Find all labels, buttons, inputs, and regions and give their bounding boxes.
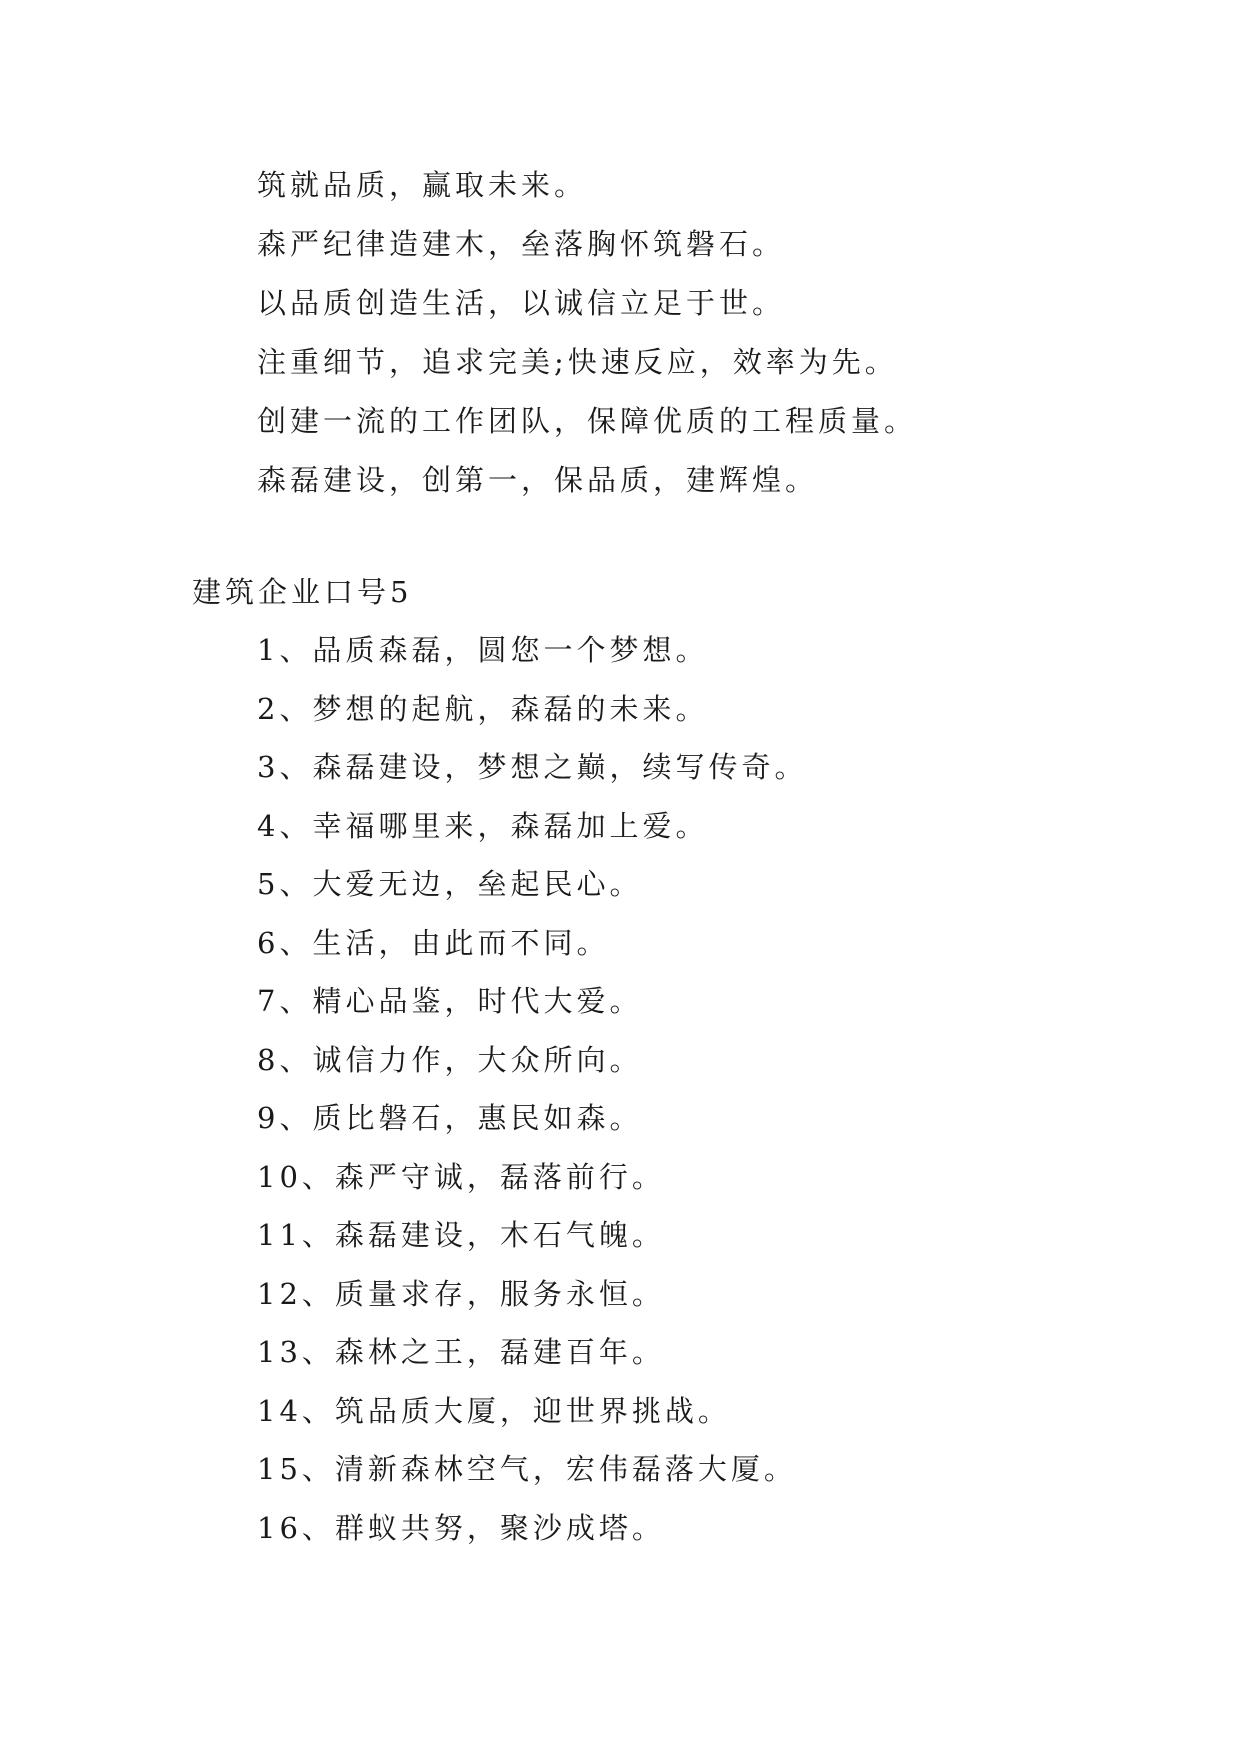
list-item: 6、生活，由此而不同。 (257, 925, 610, 960)
list-item: 11、森磊建设，木石气魄。 (257, 1218, 665, 1252)
intro-line: 筑就品质，赢取未来。 (257, 168, 588, 202)
list-item: 5、大爱无边，垒起民心。 (257, 867, 643, 901)
list-item: 10、森严守诚，磊落前行。 (257, 1159, 665, 1194)
intro-line: 以品质创造生活，以诚信立足于世。 (257, 286, 786, 320)
list-item: 3、森磊建设，梦想之巅，续写传奇。 (257, 750, 808, 784)
list-item: 13、森林之王，磊建百年。 (257, 1335, 665, 1369)
list-item: 8、诚信力作，大众所向。 (257, 1042, 643, 1077)
intro-line: 注重细节，追求完美;快速反应，效率为先。 (257, 345, 898, 379)
slogan-list (0, 631, 1241, 1567)
list-item: 15、清新森林空气，宏伟磊落大厦。 (257, 1452, 797, 1486)
list-item: 16、群蚁共努，聚沙成塔。 (257, 1510, 665, 1545)
list-item: 12、质量求存，服务永恒。 (257, 1276, 665, 1311)
list-item: 9、质比磐石，惠民如森。 (257, 1101, 643, 1135)
list-item: 2、梦想的起航，森磊的未来。 (257, 691, 709, 726)
list-item: 4、幸福哪里来，森磊加上爱。 (257, 808, 709, 843)
list-item: 14、筑品质大厦，迎世界挑战。 (257, 1393, 731, 1428)
intro-line: 森磊建设，创第一，保品质，建辉煌。 (257, 463, 819, 497)
list-item: 7、精心品鉴，时代大爱。 (257, 984, 643, 1018)
intro-line: 创建一流的工作团队，保障优质的工程质量。 (257, 404, 918, 438)
intro-slogans (0, 166, 1241, 520)
intro-line: 森严纪律造建木，垒落胸怀筑磐石。 (257, 227, 786, 261)
section-heading: 建筑企业口号5 (192, 575, 413, 609)
list-item: 1、品质森磊，圆您一个梦想。 (257, 633, 709, 667)
